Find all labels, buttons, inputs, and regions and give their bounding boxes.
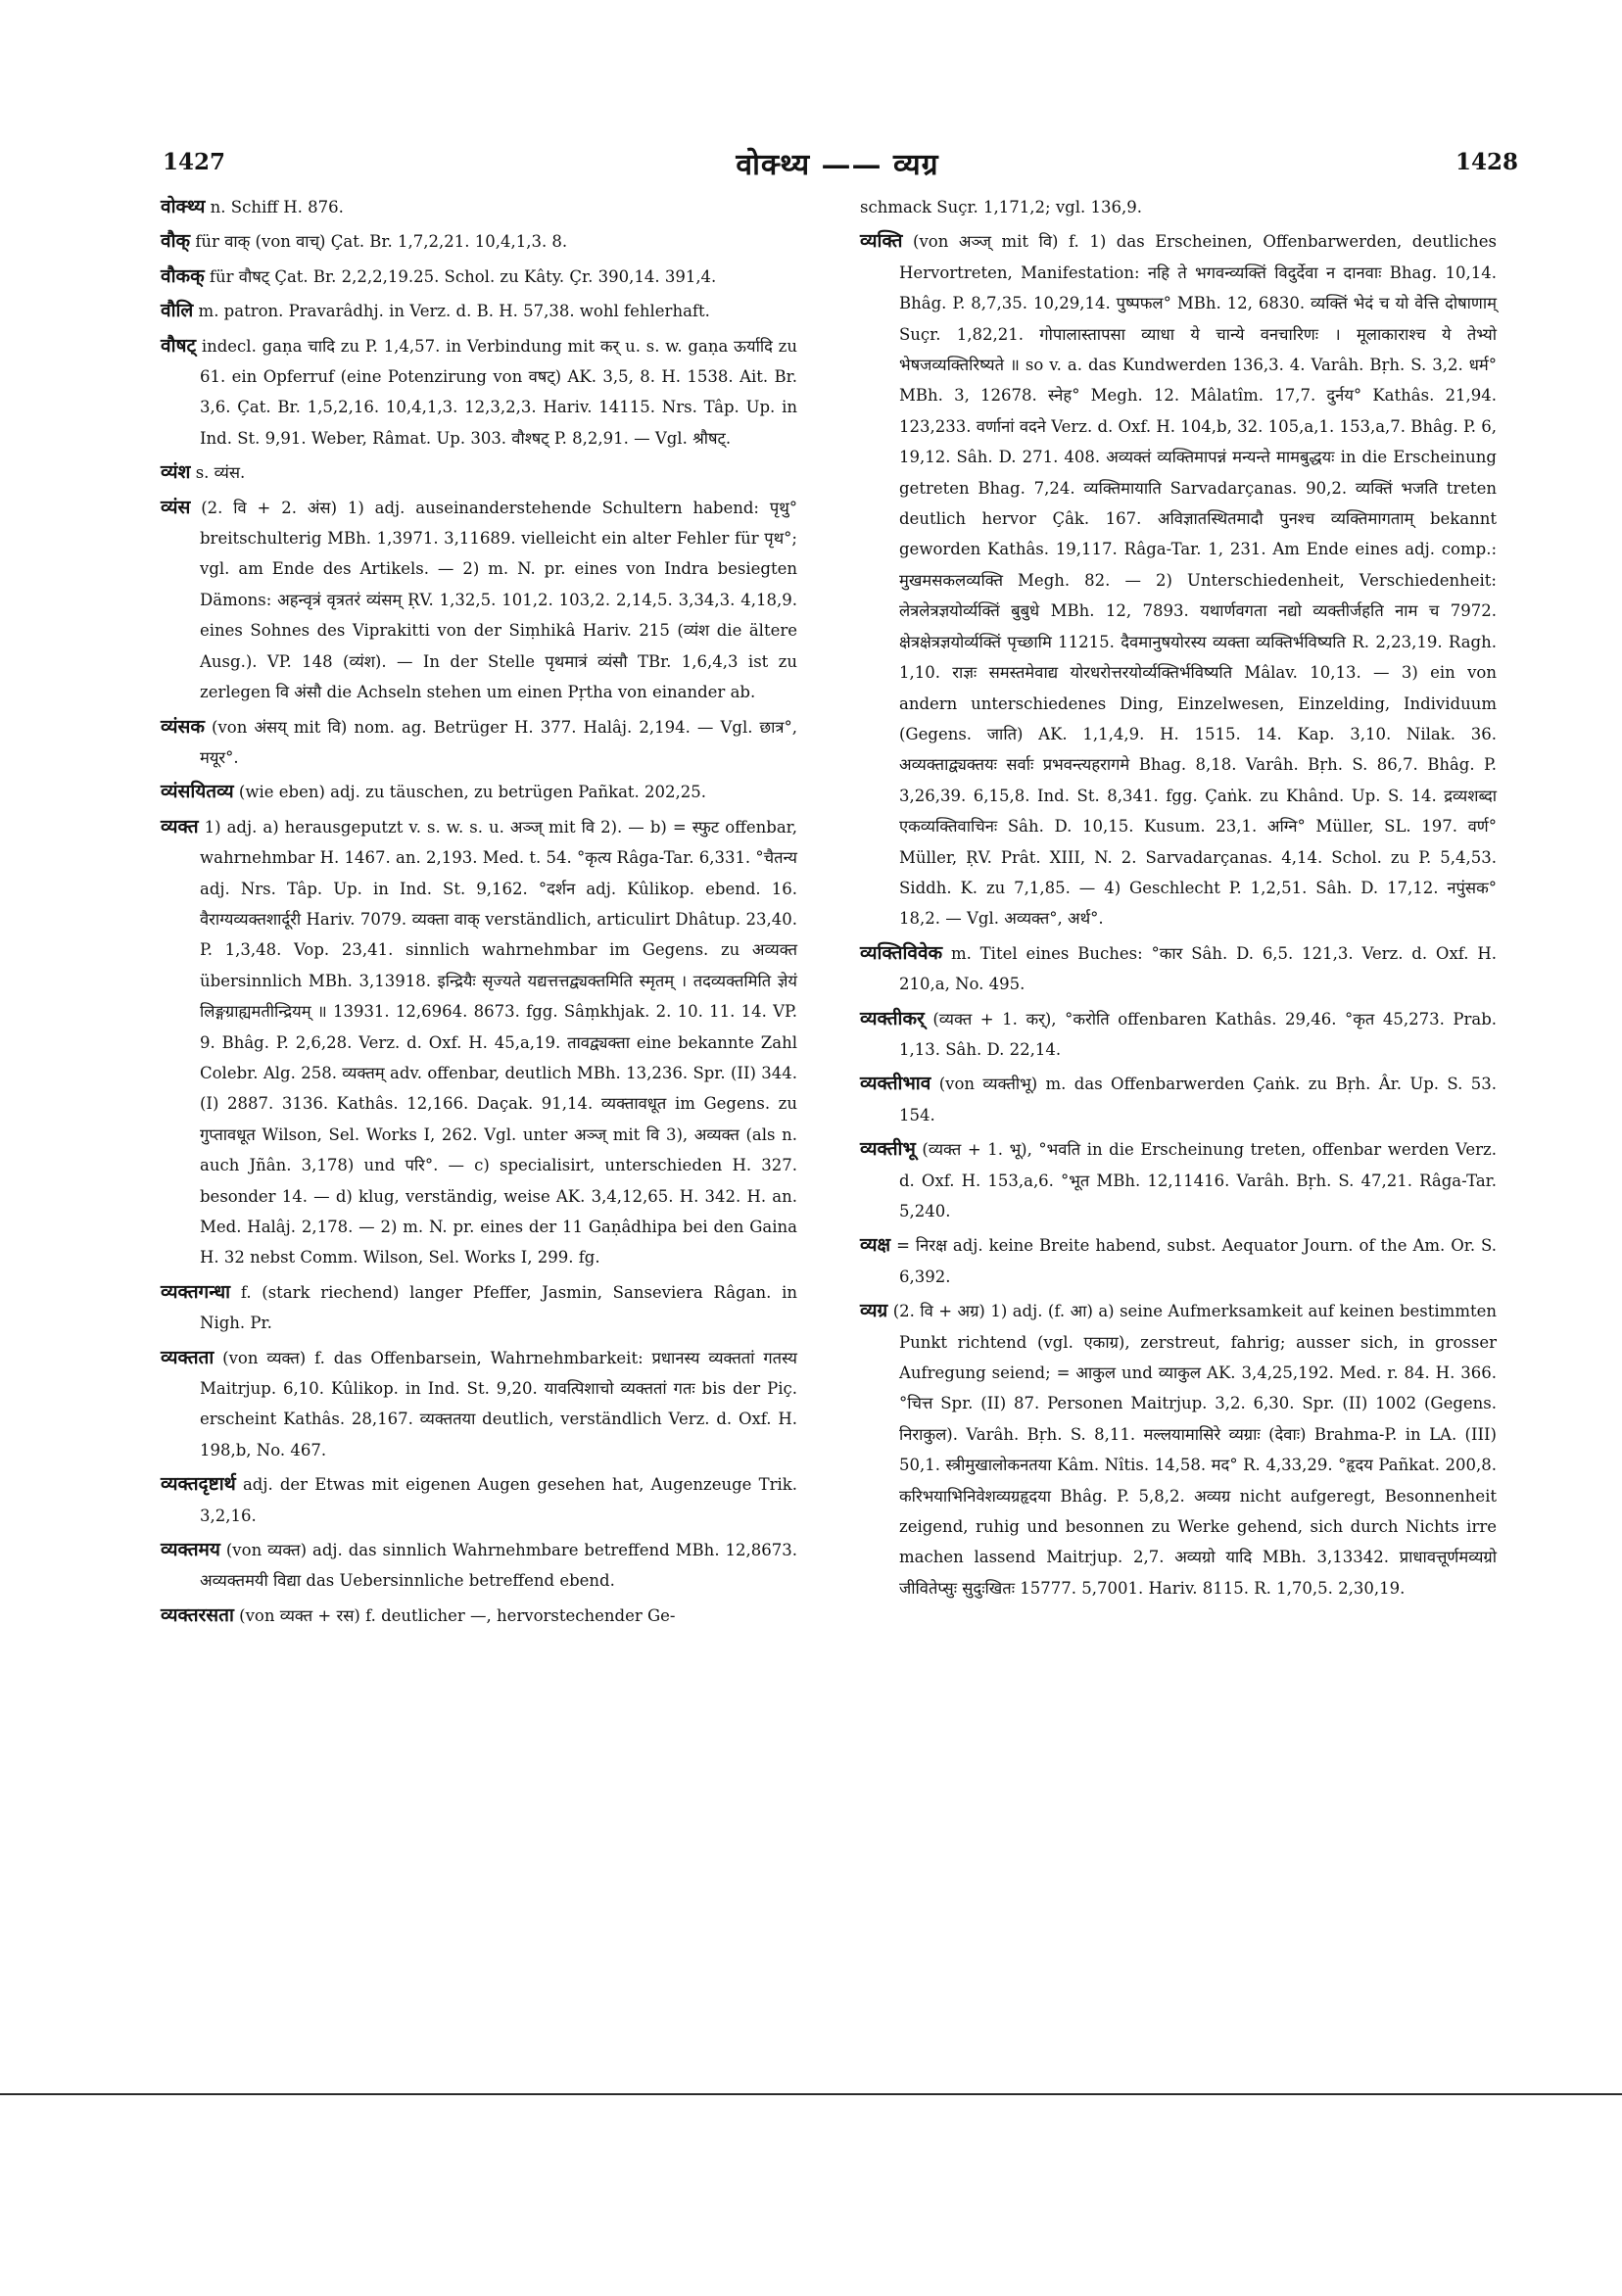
entry-headword: व्यंसक [161,715,205,738]
dictionary-entry [161,1277,797,1339]
dictionary-entry [860,1069,1497,1130]
entry-text: (von व्यक्त) f. das Offenbarsein, Wahrnehmbarkeit: प्रधानस्य व्यक्ततां गतस्य Maitrjup. 6,10. Kûlikop. in Ind. St. 9,20. यावत्पिशाचो व्यक्ततां गतः bis der Piç. erscheint Kathâs. 28,167. व्यक्ततया deutlich, verständlich Verz. d. Oxf. H. 198,b, No. 467. [200,1348,797,1459]
dictionary-entry [161,712,797,774]
dictionary-entry [161,777,797,807]
entry-headword: व्यक्ष [860,1234,891,1257]
running-title: वोक्थ्य —— व्यग्र [736,148,939,182]
entry-text: (व्यक्त + 1. भू), °भवति in die Erscheinung treten, offenbar werden Verz. d. Oxf. H. 153,a,6. °भूत MBh. 12,11416. Varâh. Bṛh. S. 47,21. Râga-Tar. 5,240. [899,1140,1497,1220]
entry-text: adj. der Etwas mit eigenen Augen gesehen hat, Augenzeuge Trik. 3,2,16. [200,1475,797,1525]
bottom-rule [0,2093,1622,2095]
dictionary-entry [860,1134,1497,1226]
entry-text: m. Titel eines Buches: °कार Sâh. D. 6,5. 121,3. Verz. d. Oxf. H. 210,a, No. 495. [899,943,1497,994]
dictionary-entry [161,1469,797,1531]
dictionary-entry [161,192,797,222]
entry-headword: व्यक्तगन्धा [161,1280,231,1303]
entry-text: (von व्यक्त) adj. das sinnlich Wahrnehmbare betreffend MBh. 12,8673. अव्यक्तमयी विद्या das Uebersinnliche betreffend ebend. [200,1541,797,1591]
entry-headword: व्यक्त [161,815,199,837]
page-header [157,137,1518,196]
entry-text: f. (stark riechend) langer Pfeffer, Jasmin, Sanseviera Râgan. in Nigh. Pr. [200,1282,797,1333]
entry-text: n. Schiff H. 876. [210,198,344,216]
entry-headword: व्यग्र [860,1300,888,1322]
entry-text: (von व्यक्तीभू) m. das Offenbarwerden Çaṅk. zu Bṛh. Âr. Up. S. 53. 154. [899,1075,1498,1124]
entry-headword: व्यक्तमय [161,1539,220,1561]
dictionary-entry [161,1535,797,1597]
entry-text: schmack Suçr. 1,171,2; vgl. 136,9. [860,198,1142,216]
entry-headword: व्यक्तीकर् [860,1007,925,1029]
entry-text: (2. वि + 2. अंस) 1) adj. auseinanderstehende Schultern habend: पृथु° breitschulterig MBh. 1,3971. 3,11689. vielleicht ein alter Fehler für पृथ°; vgl. am Ende des Artikels. — 2) m. N. pr. eines von Indra besiegten Dämons: अहन्वृत्रं वृत्रतरं व्यंसम् ṚV. 1,32,5. 101,2. 103,2. 2,14,5. 3,34,3. 4,18,9. eines Sohnes des Viprakitti von der Siṃhikâ Hariv. 215 (व्यंश die ältere Ausg.). VP. 148 (व्यंश). — In der Stelle पृथमात्रं व्यंसौ TBr. 1,6,4,3 ist zu zerlegen वि अंसौ die Achseln stehen um einen Pṛtha von einander ab. [200,498,797,702]
dictionary-entry [860,1004,1497,1066]
dictionary-entry [161,812,797,1273]
entry-headword: व्यक्तीभाव [860,1073,931,1095]
dictionary-entry [860,226,1497,933]
entry-text: (व्यक्त + 1. कर्), °करोति offenbaren Kathâs. 29,46. °कृत 45,273. Prab. 1,13. Sâh. D. 22,14. [899,1009,1498,1059]
entry-headword: व्यक्तिविवेक [860,941,943,964]
dictionary-entry [860,1296,1497,1603]
entry-headword: वौक् [161,230,191,253]
dictionary-entry [161,262,797,292]
entry-text: für वौषट् Çat. Br. 2,2,2,19.25. Schol. zu Kâty. Çr. 390,14. 391,4. [209,266,717,286]
entry-headword: वोक्थ्य [161,196,206,217]
entry-text: s. व्यंस. [195,463,246,483]
entry-text: (wie eben) adj. zu täuschen, zu betrügen Pañkat. 202,25. [238,783,707,802]
entry-text: m. patron. Pravarâdhj. in Verz. d. B. H. 57,38. wohl fehlerhaft. [198,302,710,321]
dictionary-entry [161,457,797,488]
entry-text: für वाक् (von वाच्) Çat. Br. 1,7,2,21. 10,4,1,3. 8. [195,232,568,252]
entry-text: indecl. gaṇa चादि zu P. 1,4,57. in Verbindung mit कर् u. s. w. gaṇa ऊर्यादि zu 61. ein Opferruf (eine Potenzirung von वषट्) AK. 3,5, 8. H. 1538. Ait. Br. 3,6. Çat. Br. 1,5,2,16. 10,4,1,3. 12,3,2,3. Hariv. 14115. Nrs. Tâp. Up. in Ind. St. 9,91. Weber, Râmat. Up. 303. वौश्षट् P. 8,2,91. — Vgl. श्रौषट्. [200,336,797,448]
dictionary-entry [161,493,797,708]
entry-headword: व्यंस [161,496,191,518]
entry-text: 1) adj. a) herausgeputzt v. s. w. s. u. अञ्ज् mit वि 2). — b) = स्फुट offenbar, wahrnehmbar H. 1467. an. 2,193. Med. t. 54. °कृत्य Râga-Tar. 6,331. °चैतन्य adj. Nrs. Tâp. Up. in Ind. St. 9,162. °दर्शन adj. Kûlikop. ebend. 16. वैराग्यव्यक्तशार्दूरी Hariv. 7079. व्यक्ता वाक् verständlich, articulirt Dhâtup. 23,40. P. 1,3,48. Vop. 23,41. sinnlich wahrnehmbar im Gegens. zu अव्यक्त übersinnlich MBh. 3,13918. इन्द्रियैः सृज्यते यद्यत्तत्तद्व्यक्तमिति स्मृतम् । तदव्यक्तमिति ज्ञेयं लिङ्गग्राह्यमतीन्द्रियम् ॥ 13931. 12,6964. 8673. fgg. Sâṃkhjak. 2. 10. 11. 14. VP. 9. Bhâg. P. 2,6,28. Verz. d. Oxf. H. 45,a,19. तावद्व्यक्ता eine bekannte Zahl Colebr. Alg. 258. व्यक्तम् adv. offenbar, deutlich MBh. 13,236. Spr. (II) 344. (I) 2887. 3136. Kathâs. 12,166. Daçak. 91,14. व्यक्तावधूत im Gegens. zu गुप्तावधूत Wilson, Sel. Works I, 262. Vgl. unter अञ्ज् mit वि 3), अव्यक्त (als n. auch Jñân. 3,178) und परि°. — c) specialisirt, unterschieden H. 327. besonder 14. — d) klug, verständig, weise AK. 3,4,12,65. H. 342. H. an. Med. Halâj. 2,178. — 2) m. N. pr. eines der 11 Gaṇâdhipa bei den Gaina H. 32 nebst Comm. Wilson, Sel. Works I, 299. fg. [200,817,797,1268]
page-number-right: 1428 [1455,149,1518,175]
entry-headword: वौकक् [161,264,205,287]
entry-text: (von अञ्ज् mit वि) f. 1) das Erscheinen, Offenbarwerden, deutliches Hervortreten, Manifestation: नहि ते भगवन्व्यक्तिं विदुर्देवा न दानवाः Bhag. 10,14. Bhâg. P. 8,7,35. 10,29,14. पुष्पफल° MBh. 12, 6830. व्यक्तिं भेदं च यो वेत्ति दोषाणाम् Suçr. 1,82,21. गोपालास्तापसा व्याधा ये चान्ये वनचारिणः । मूलाकाराश्च ये तेभ्यो भेषजव्यक्तिरिष्यते ॥ so v. a. das Kundwerden 136,3. 4. Varâh. Bṛh. S. 3,2. धर्म° MBh. 3, 12678. स्नेह° Megh. 12. Mâlatîm. 17,7. दुर्नय° Kathâs. 21,94. 123,233. वर्णानां वदने Verz. d. Oxf. H. 104,b, 32. 105,a,1. 153,a,7. Bhâg. P. 6, 19,12. Sâh. D. 271. 408. अव्यक्तं व्यक्तिमापन्नं मन्यन्ते मामबुद्धयः in die Erscheinung getreten Bhag. 7,24. व्यक्तिमायाति Sarvadarçanas. 90,2. व्यक्तिं भजति treten deutlich hervor Çâk. 167. अविज्ञातस्थितमादौ पुनश्च व्यक्तिमागताम् bekannt geworden Kathâs. 19,117. Râga-Tar. 1, 231. Am Ende eines adj. comp.: मुखमसकलव्यक्ति Megh. 82. — 2) Unterschiedenheit, Verschiedenheit: लेत्रलेत्रज्ञयोर्व्यक्तिं बुबुधे MBh. 12, 7893. यथार्णवगता नद्यो व्यक्तीर्जहति नाम च 7972. क्षेत्रक्षेत्रज्ञयोर्व्यक्तिं पृच्छामि 11215. दैवमानुषयोरस्य व्यक्ता व्यक्तिर्भविष्यति R. 2,23,19. Ragh. 1,10. राज्ञः समस्तमेवाद्य योरधरोत्तरयोर्व्यक्तिर्भविष्यति Mâlav. 10,13. — 3) ein von andern unterschiedenes Ding, Einzelwesen, Einzelding, Individuum (Gegens. जाति) AK. 1,1,4,9. H. 1515. 14. Kap. 3,10. Nilak. 36. अव्यक्ताद्व्यक्तयः सर्वाः प्रभवन्त्यहरागमे Bhag. 8,18. Varâh. Bṛh. S. 86,7. Bhâg. P. 3,26,39. 6,15,8. Ind. St. 8,341. fgg. Çaṅk. zu Khând. Up. S. 14. द्रव्यशब्दा एकव्यक्तिवाचिनः Sâh. D. 10,15. Kusum. 23,1. अग्नि° Müller, SL. 197. वर्ण° Müller, ṚV. Prât. XIII, N. 2. Sarvadarçanas. 4,14. Schol. zu P. 5,4,53. Siddh. K. zu 7,1,85. — 4) Geschlecht P. 1,2,51. Sâh. D. 17,12. नपुंसक° 18,2. — Vgl. अव्यक्त°, अर्थ°. [899,232,1497,929]
left-column [161,192,797,1635]
entry-headword: व्यक्तदृष्टार्थ [161,1473,236,1496]
entry-headword: व्यंश [161,461,191,484]
entry-text: (von अंसय् mit वि) nom. ag. Betrüger H. 377. Halâj. 2,194. — Vgl. छात्र°, मयूर°. [200,717,797,767]
entry-text: = निरक्ष adj. keine Breite habend, subst. Aequator Journ. of the Am. Or. S. 6,392. [896,1236,1498,1286]
entry-headword: व्यक्तता [161,1346,215,1368]
dictionary-entry [161,331,797,454]
entry-text: (2. वि + अग्र) 1) adj. (f. आ) a) seine Aufmerksamkeit auf keinen bestimmten Punkt richtend (vgl. एकाग्र), zerstreut, fahrig; ausser sich, in grosser Aufregung seiend; = आकुल und व्याकुल AK. 3,4,25,192. Med. r. 84. H. 366. °चित्त Spr. (II) 87. Personen Maitrjup. 3,2. 6,30. Spr. (II) 1002 (Gegens. निराकुल). Varâh. Bṛh. S. 8,11. मल्लयामासिरे व्यग्राः (देवाः) Brahma-P. in LA. (III) 50,1. स्त्रीमुखालोकनतया Kâm. Nîtis. 14,58. मद° R. 4,33,29. °हृदय Pañkat. 200,8. करिभयाभिनिवेशव्यग्रहृदया Bhâg. P. 5,8,2. अव्यग्र nicht aufgeregt, Besonnenheit zeigend, ruhig und besonnen zu Werke gehend, sich durch Nichts irre machen lassend Maitrjup. 2,7. अव्यग्रो यादि MBh. 3,13342. प्राधावत्तूर्णमव्यग्रो जीवितेप्सुः सुदुःखितः 15777. 5,7001. Hariv. 8115. R. 1,70,5. 2,30,19. [892,1302,1497,1598]
dictionary-entry [161,226,797,257]
page-number-left: 1427 [163,149,226,175]
dictionary-entry [860,938,1497,1000]
entry-headword: व्यक्तरसता [161,1603,234,1626]
dictionary-entry [161,296,797,326]
right-column [860,192,1497,1607]
dictionary-entry [161,1601,797,1631]
entry-headword: व्यंसयितव्य [161,781,234,803]
entry-text: (von व्यक्त + रस) f. deutlicher —, hervorstechender Ge- [239,1605,676,1625]
dictionary-entry [161,1343,797,1466]
entry-headword: वौलि [161,300,194,322]
entry-headword: व्यक्ति [860,230,903,253]
dictionary-entry [860,1230,1497,1292]
dictionary-entry [860,192,1497,222]
entry-headword: व्यक्तीभू [860,1138,916,1161]
entry-headword: वौषट् [161,334,197,357]
